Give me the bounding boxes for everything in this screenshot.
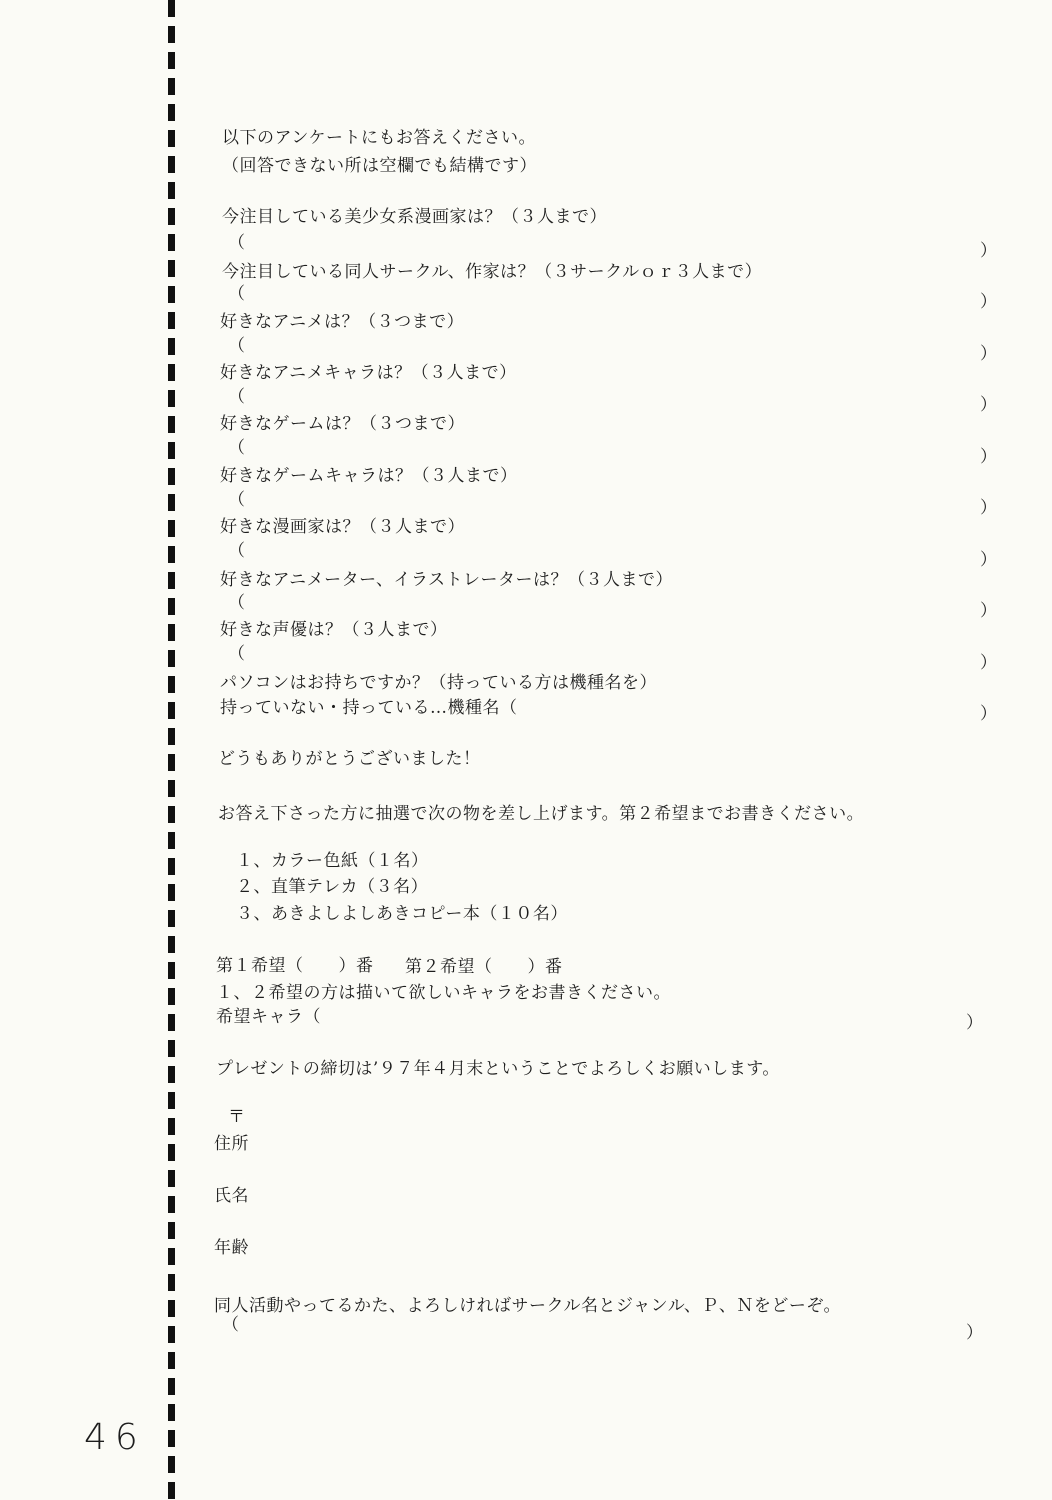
intro-line-1: 以下のアンケートにもお答えください。 <box>222 128 536 148</box>
answer-open-paren: （ <box>228 233 246 253</box>
answer-open-paren: （ <box>228 644 246 664</box>
question-6: 好きなゲームキャラは？（３人まで） <box>220 466 518 486</box>
question-3: 好きなアニメは？（３つまで） <box>220 312 465 332</box>
answer-close-paren: ） <box>980 241 997 261</box>
first-choice-field: 第１希望（ ）番 <box>216 956 374 976</box>
answer-close-paren: ） <box>966 1013 983 1033</box>
dashed-cut-line <box>168 0 175 1500</box>
answer-close-paren: ） <box>980 292 997 312</box>
answer-close-paren: ） <box>980 653 997 673</box>
answer-close-paren: ） <box>980 550 997 570</box>
answer-close-paren: ） <box>980 601 997 621</box>
prize-item-2: ２、直筆テレカ（３名） <box>236 877 429 897</box>
answer-close-paren: ） <box>980 344 997 364</box>
deadline-note: プレゼントの締切は’９７年４月末ということでよろしくお願いします。 <box>216 1059 780 1079</box>
question-1: 今注目している美少女系漫画家は？（３人まで） <box>222 207 607 227</box>
prize-item-1: １、カラー色紙（１名） <box>236 851 429 871</box>
answer-open-paren: （ <box>228 336 246 356</box>
question-4: 好きなアニメキャラは？（３人まで） <box>220 363 517 383</box>
answer-open-paren: （ <box>228 284 246 304</box>
age-label: 年齢 <box>214 1238 249 1258</box>
intro-line-2: （回答できない所は空欄でも結構です） <box>222 156 537 176</box>
question-10-answer: 持っていない・持っている…機種名（ <box>220 698 518 718</box>
question-8: 好きなアニメーター、イラストレーターは？（３人まで） <box>220 570 673 590</box>
answer-close-paren: ） <box>980 704 997 724</box>
question-7: 好きな漫画家は？（３人まで） <box>220 517 465 537</box>
prize-intro: お答え下さった方に抽選で次の物を差し上げます。第２希望までお書きください。 <box>218 804 865 824</box>
answer-open-paren: （ <box>228 541 246 561</box>
answer-close-paren: ） <box>980 395 997 415</box>
answer-open-paren: （ <box>222 1315 240 1335</box>
answer-close-paren: ） <box>980 498 997 518</box>
question-10: パソコンはお持ちですか？（持っている方は機種名を） <box>220 673 657 693</box>
character-request: １、２希望の方は描いて欲しいキャラをお書きください。 <box>216 983 671 1003</box>
answer-open-paren: （ <box>228 593 246 613</box>
thanks-message: どうもありがとうございました！ <box>218 749 481 769</box>
answer-open-paren: （ <box>228 490 246 510</box>
character-field: 希望キャラ（ <box>216 1007 321 1027</box>
circle-prompt: 同人活動やってるかた、よろしければサークル名とジャンル、Ｐ、Ｎをどーぞ。 <box>214 1296 842 1316</box>
question-2: 今注目している同人サークル、作家は？（３サークルｏｒ３人まで） <box>222 262 763 282</box>
prize-item-3: ３、あきよしよしあきコピー本（１０名） <box>236 904 568 924</box>
question-9: 好きな声優は？（３人まで） <box>220 620 448 640</box>
answer-open-paren: （ <box>228 438 246 458</box>
page-number: 46 <box>84 1417 146 1458</box>
name-label: 氏名 <box>214 1186 249 1206</box>
answer-close-paren: ） <box>966 1323 983 1343</box>
second-choice-field: 第２希望（ ）番 <box>405 957 563 977</box>
address-label: 住所 <box>214 1134 249 1154</box>
answer-close-paren: ） <box>980 447 997 467</box>
answer-open-paren: （ <box>228 387 246 407</box>
postal-mark: 〒 <box>228 1107 246 1127</box>
question-5: 好きなゲームは？（３つまで） <box>220 414 465 434</box>
